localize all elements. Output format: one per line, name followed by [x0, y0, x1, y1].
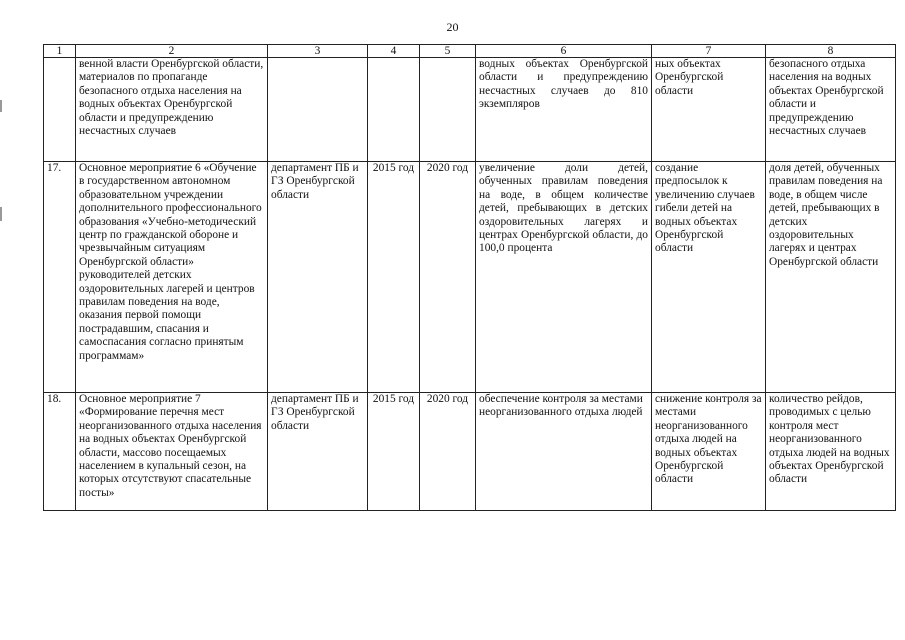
start-year-cell: [368, 58, 420, 162]
executor-cell: департамент ПБ и ГЗ Оренбургской области: [268, 162, 368, 393]
start-year-cell: 2015 год: [368, 393, 420, 511]
column-number: 5: [420, 45, 476, 58]
end-year-cell: 2020 год: [420, 393, 476, 511]
scan-margin-mark: [0, 100, 2, 112]
row-number: 17.: [44, 162, 76, 393]
table-row: [44, 58, 896, 162]
consequence-cell: ных объектах Оренбургской области: [652, 58, 766, 162]
start-year-cell: 2015 год: [368, 162, 420, 393]
column-number: 4: [368, 45, 420, 58]
executor-cell: департамент ПБ и ГЗ Оренбургской области: [268, 393, 368, 511]
column-number: 2: [76, 45, 268, 58]
column-number: 3: [268, 45, 368, 58]
result-cell: водных объектах Оренбургской области и предупреждению несчастных случаев до 810 экземпляров: [476, 58, 652, 162]
page-number: 20: [446, 20, 459, 34]
indicator-cell: доля детей, обученных правилам поведения на воде, в общем числе детей, пребывающих в детских оздоровительных лагерях и центрах Оренбургской области: [766, 162, 896, 393]
table-row: [44, 393, 896, 511]
measure-cell: Основное мероприятие 6 «Обучение в государственном автономном образовательном учреждении дополнительного профессионального образования «Учебно-методический центр по гражданской обороне и чрезвычайным ситуациям Оренбургской области» руководителей детских оздоровительных лагерей и центров правилам поведения на воде, оказания первой помощи пострадавшим, спасания и самоспасания согласно принятым программам»: [76, 162, 268, 393]
result-cell: увеличение доли детей, обученных правилам поведения на воде, в общем количестве детей, пребывающих в детских оздоровительных лагерях и центрах Оренбургской области, до 100,0 процента: [476, 162, 652, 393]
measure-cell: венной власти Оренбургской области, материалов по пропаганде безопасного отдыха населения на водных объектах Оренбургской области и предупреждению несчастных случаев: [76, 58, 268, 162]
end-year-cell: 2020 год: [420, 162, 476, 393]
column-number: 1: [44, 45, 76, 58]
row-number: 18.: [44, 393, 76, 511]
end-year-cell: [420, 58, 476, 162]
indicator-cell: количество рейдов, проводимых с целью контроля мест неорганизованного отдыха людей на водных объектах Оренбургской области: [766, 393, 896, 511]
executor-cell: [268, 58, 368, 162]
indicator-cell: безопасного отдыха населения на водных объектах Оренбургской области и предупреждению несчастных случаев: [766, 58, 896, 162]
row-number: [44, 58, 76, 162]
measure-cell: Основное мероприятие 7 «Формирование перечня мест неорганизованного отдыха населения на водных объектах Оренбургской области, массово посещаемых населением в купальный сезон, на которых отсутствуют спасательные посты»: [76, 393, 268, 511]
measures-table: [43, 44, 896, 511]
column-number-row: [44, 45, 896, 58]
consequence-cell: снижение контроля за местами неорганизованного отдыха людей на водных объектах Оренбургской области: [652, 393, 766, 511]
column-number: 6: [476, 45, 652, 58]
scan-margin-mark: [0, 207, 2, 221]
column-number: 7: [652, 45, 766, 58]
table-row: [44, 162, 896, 393]
result-cell: обеспечение контроля за местами неорганизованного отдыха людей: [476, 393, 652, 511]
column-number: 8: [766, 45, 896, 58]
consequence-cell: создание предпосылок к увеличению случаев гибели детей на водных объектах Оренбургской области: [652, 162, 766, 393]
